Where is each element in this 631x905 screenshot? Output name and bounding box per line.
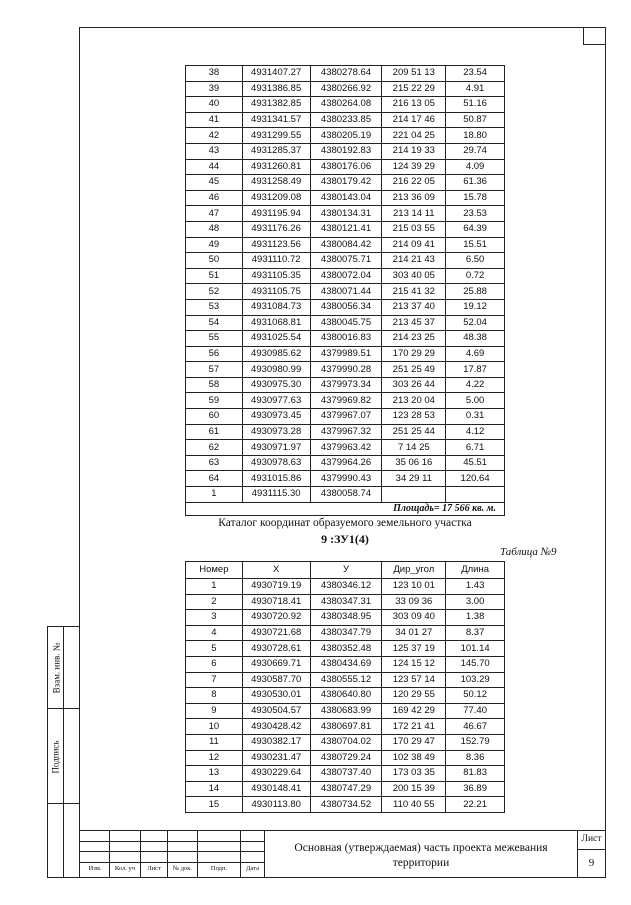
table-cell: 214 23 25 — [382, 331, 446, 347]
table-row — [186, 440, 505, 456]
table-cell: 4931110.72 — [242, 253, 310, 269]
table-row — [186, 237, 505, 253]
table-cell: 4380704.02 — [310, 734, 382, 750]
table-cell: 173 03 35 — [382, 766, 446, 782]
parcel-id: 9 :ЗУ1(4) — [321, 532, 369, 546]
table-cell: 4930978.63 — [242, 455, 310, 471]
table-cell: 123 10 01 — [382, 579, 446, 595]
table-cell: 4930975.30 — [242, 377, 310, 393]
table-cell: 213 45 37 — [382, 315, 446, 331]
table-cell: 123 28 53 — [382, 409, 446, 425]
column-header: У — [310, 562, 382, 579]
table-cell: 4931341.57 — [242, 112, 310, 128]
table-cell: 49 — [186, 237, 243, 253]
table-cell: 13 — [186, 766, 243, 782]
table-cell: 42 — [186, 128, 243, 144]
table-cell: 4379990.43 — [310, 471, 382, 487]
table-cell: 4379967.32 — [310, 424, 382, 440]
table-cell: 4380737.40 — [310, 766, 382, 782]
table-cell: 1 — [186, 487, 243, 503]
table-row — [186, 641, 505, 657]
table-cell: 4380072.04 — [310, 268, 382, 284]
table-cell: 4931068.81 — [242, 315, 310, 331]
table-cell: 17.87 — [446, 362, 505, 378]
table-cell: 41 — [186, 112, 243, 128]
table-cell: 51.16 — [446, 97, 505, 113]
table-cell: 200 15 39 — [382, 781, 446, 797]
table-cell: 251 25 44 — [382, 424, 446, 440]
table-row — [186, 362, 505, 378]
table-row — [186, 625, 505, 641]
table-cell: 4379990.28 — [310, 362, 382, 378]
table-cell: 4930382.17 — [242, 734, 310, 750]
table-cell — [446, 487, 505, 503]
table-cell: 57 — [186, 362, 243, 378]
table-cell: 251 25 49 — [382, 362, 446, 378]
table-cell: 6.50 — [446, 253, 505, 269]
table-cell: 52.04 — [446, 315, 505, 331]
table-cell: 4930113.80 — [242, 797, 310, 813]
table-row — [186, 206, 505, 222]
area-total: Площадь= 17 566 кв. м. — [185, 502, 505, 516]
table-cell: 145.70 — [446, 656, 505, 672]
table-row — [186, 471, 505, 487]
table-row — [186, 268, 505, 284]
table-cell: 5.00 — [446, 393, 505, 409]
table-cell: 19.12 — [446, 299, 505, 315]
table-row — [186, 315, 505, 331]
table-row — [186, 579, 505, 595]
table-cell: 22.21 — [446, 797, 505, 813]
table-cell: 15 — [186, 797, 243, 813]
table-cell: 4930231.47 — [242, 750, 310, 766]
table-number: Таблица №9 — [500, 546, 557, 558]
table-cell: 4930973.45 — [242, 409, 310, 425]
table-cell: 59 — [186, 393, 243, 409]
stamp-col-date: Дата — [246, 865, 259, 872]
table-cell: 4931260.81 — [242, 159, 310, 175]
table-row — [186, 159, 505, 175]
column-header: X — [242, 562, 310, 579]
table-cell: 60 — [186, 409, 243, 425]
table-cell: 77.40 — [446, 703, 505, 719]
table-row — [186, 81, 505, 97]
table-cell: 48.38 — [446, 331, 505, 347]
table-cell: 43 — [186, 143, 243, 159]
table-cell: 215 03 55 — [382, 221, 446, 237]
table-cell: 4380278.64 — [310, 66, 382, 82]
table-cell: 2 — [186, 594, 243, 610]
table-cell: 7 14 25 — [382, 440, 446, 456]
table-cell: 4931123.56 — [242, 237, 310, 253]
table-cell: 4380121.41 — [310, 221, 382, 237]
stamp-line — [79, 841, 264, 842]
table-cell: 55 — [186, 331, 243, 347]
table-cell: 23.54 — [446, 66, 505, 82]
table-cell: 120.64 — [446, 471, 505, 487]
table-cell: 51 — [186, 268, 243, 284]
table-cell: 8.37 — [446, 625, 505, 641]
column-header: Длина — [446, 562, 505, 579]
table-cell: 0.31 — [446, 409, 505, 425]
table-cell: 1 — [186, 579, 243, 595]
table-cell: 4931176.26 — [242, 221, 310, 237]
table-cell: 63 — [186, 455, 243, 471]
table-cell: 4380264.08 — [310, 97, 382, 113]
table-cell: 6 — [186, 656, 243, 672]
column-header: Дир_угол — [382, 562, 446, 579]
table-cell: 123 57 14 — [382, 672, 446, 688]
table-cell: 9 — [186, 703, 243, 719]
table-cell: 4380640.80 — [310, 688, 382, 704]
table-row — [186, 487, 505, 503]
side-strip — [47, 626, 79, 878]
table-row — [186, 703, 505, 719]
table-row — [186, 672, 505, 688]
table-cell: 4380352.48 — [310, 641, 382, 657]
table-cell: 4.12 — [446, 424, 505, 440]
side-label-replacement: Взам. инв. № — [51, 642, 61, 694]
table-cell: 216 22 05 — [382, 175, 446, 191]
stamp-col-sheet: Лист — [147, 865, 161, 872]
table-cell: 101.14 — [446, 641, 505, 657]
table-cell: 53 — [186, 299, 243, 315]
table-cell: 213 20 04 — [382, 393, 446, 409]
table-cell: 44 — [186, 159, 243, 175]
table-row — [186, 221, 505, 237]
table-cell: 4930504.57 — [242, 703, 310, 719]
table-cell: 4931015.86 — [242, 471, 310, 487]
table-cell: 4380056.34 — [310, 299, 382, 315]
table-cell: 23.53 — [446, 206, 505, 222]
table-cell: 14 — [186, 781, 243, 797]
table-cell: 38 — [186, 66, 243, 82]
table-cell: 169 42 29 — [382, 703, 446, 719]
table-cell: 4380747.29 — [310, 781, 382, 797]
table-cell: 4930977.63 — [242, 393, 310, 409]
table-cell: 214 17 46 — [382, 112, 446, 128]
table-cell: 170 29 47 — [382, 734, 446, 750]
coordinates-table-continued — [185, 65, 505, 503]
table-cell: 11 — [186, 734, 243, 750]
table-cell: 4931386.85 — [242, 81, 310, 97]
table-cell: 4380434.69 — [310, 656, 382, 672]
table-cell: 4930980.99 — [242, 362, 310, 378]
table-cell: 4930530.01 — [242, 688, 310, 704]
stamp-line — [79, 851, 264, 852]
table-cell: 4931105.35 — [242, 268, 310, 284]
table-cell: 4380266.92 — [310, 81, 382, 97]
table-cell: 56 — [186, 346, 243, 362]
table-cell: 0.72 — [446, 268, 505, 284]
table-cell: 4931105.75 — [242, 284, 310, 300]
table-cell: 61 — [186, 424, 243, 440]
table-cell: 4 — [186, 625, 243, 641]
table-cell: 25.88 — [446, 284, 505, 300]
table-cell: 64.39 — [446, 221, 505, 237]
table-cell: 4380683.99 — [310, 703, 382, 719]
table-cell: 4380134.31 — [310, 206, 382, 222]
table-cell: 3 — [186, 610, 243, 626]
table-cell: 4930728.61 — [242, 641, 310, 657]
table-cell: 36.89 — [446, 781, 505, 797]
table-cell: 125 37 19 — [382, 641, 446, 657]
table-cell: 4930229.64 — [242, 766, 310, 782]
table-cell: 18.80 — [446, 128, 505, 144]
table-cell: 172 21 41 — [382, 719, 446, 735]
table-row — [186, 688, 505, 704]
table-cell: 4380045.75 — [310, 315, 382, 331]
table-cell: 40 — [186, 97, 243, 113]
table-cell: 170 29 29 — [382, 346, 446, 362]
table-row — [186, 346, 505, 362]
table-row — [186, 253, 505, 269]
table-cell: 4930720.92 — [242, 610, 310, 626]
stamp-col-doc: № док. — [172, 865, 193, 872]
corner-box — [583, 27, 606, 45]
table-cell: 213 36 09 — [382, 190, 446, 206]
table-cell: 4931084.73 — [242, 299, 310, 315]
table-cell: 46.67 — [446, 719, 505, 735]
table-cell: 4.91 — [446, 81, 505, 97]
table-row — [186, 455, 505, 471]
table-cell: 45 — [186, 175, 243, 191]
table-cell: 15.51 — [446, 237, 505, 253]
table-cell: 214 09 41 — [382, 237, 446, 253]
table-cell: 152.79 — [446, 734, 505, 750]
table-cell: 4931382.85 — [242, 97, 310, 113]
table-cell: 4380347.31 — [310, 594, 382, 610]
title-block — [79, 830, 606, 878]
side-label-signature: Подпись — [51, 739, 61, 774]
table-cell: 45.51 — [446, 455, 505, 471]
table-cell: 4930971.97 — [242, 440, 310, 456]
table-row — [186, 594, 505, 610]
table-header-row — [186, 562, 505, 579]
table-cell: 103.29 — [446, 672, 505, 688]
table-cell: 1.38 — [446, 610, 505, 626]
table-cell: 33 09 36 — [382, 594, 446, 610]
table-cell: 4380734.52 — [310, 797, 382, 813]
table-cell: 4380179.42 — [310, 175, 382, 191]
table-cell: 8.36 — [446, 750, 505, 766]
table-cell: 62 — [186, 440, 243, 456]
table-cell: 4930587.70 — [242, 672, 310, 688]
table-cell: 214 19 33 — [382, 143, 446, 159]
table-cell: 221 04 25 — [382, 128, 446, 144]
table-cell: 4930669.71 — [242, 656, 310, 672]
table-cell: 7 — [186, 672, 243, 688]
table-cell: 4379973.34 — [310, 377, 382, 393]
table-cell: 46 — [186, 190, 243, 206]
table-cell: 4931195.94 — [242, 206, 310, 222]
table-row — [186, 97, 505, 113]
table-row — [186, 610, 505, 626]
table-cell: 50 — [186, 253, 243, 269]
table-cell: 4380233.85 — [310, 112, 382, 128]
table-cell: 4930428.42 — [242, 719, 310, 735]
table-row — [186, 66, 505, 82]
table-cell: 61.36 — [446, 175, 505, 191]
document-title: Основная (утверждаемая) часть проекта межевания территории — [294, 842, 548, 869]
table-cell: 4380729.24 — [310, 750, 382, 766]
table-cell: 4380347.79 — [310, 625, 382, 641]
table-cell: 34 01 27 — [382, 625, 446, 641]
table-cell: 120 29 55 — [382, 688, 446, 704]
table-cell: 4930148.41 — [242, 781, 310, 797]
sheet-label: Лист — [581, 834, 602, 844]
stamp-line — [577, 849, 606, 850]
table-cell: 4380348.95 — [310, 610, 382, 626]
table-cell: 4.69 — [446, 346, 505, 362]
table-row — [186, 424, 505, 440]
table-row — [186, 112, 505, 128]
table-cell: 4931285.37 — [242, 143, 310, 159]
table-cell: 4930985.62 — [242, 346, 310, 362]
table-row — [186, 284, 505, 300]
table-cell: 4380555.12 — [310, 672, 382, 688]
table-row — [186, 377, 505, 393]
stamp-col-signature: Подп. — [210, 865, 228, 872]
stamp-col-change: Изм. — [88, 865, 102, 872]
table-cell: 4379963.42 — [310, 440, 382, 456]
table-cell: 47 — [186, 206, 243, 222]
table-cell: 215 22 29 — [382, 81, 446, 97]
table-cell: 4931025.54 — [242, 331, 310, 347]
catalog-caption: Каталог координат образуемого земельного участка — [218, 517, 472, 529]
table-row — [186, 734, 505, 750]
table-row — [186, 750, 505, 766]
table-cell — [382, 487, 446, 503]
table-cell: 214 21 43 — [382, 253, 446, 269]
table-cell: 8 — [186, 688, 243, 704]
table-cell: 303 09 40 — [382, 610, 446, 626]
table-cell: 34 29 11 — [382, 471, 446, 487]
table-cell: 4379967.07 — [310, 409, 382, 425]
table-cell: 81.83 — [446, 766, 505, 782]
table-row — [186, 299, 505, 315]
table-cell: 52 — [186, 284, 243, 300]
table-cell: 4930719.19 — [242, 579, 310, 595]
table-cell: 4380205.19 — [310, 128, 382, 144]
stamp-col-count: Кол. уч — [114, 865, 136, 872]
table-cell: 58 — [186, 377, 243, 393]
table-cell: 4931407.27 — [242, 66, 310, 82]
table-row — [186, 128, 505, 144]
table-cell: 110 40 55 — [382, 797, 446, 813]
table-cell: 48 — [186, 221, 243, 237]
table-row — [186, 781, 505, 797]
sheet-number: 9 — [588, 857, 595, 869]
table-cell: 102 38 49 — [382, 750, 446, 766]
table-row — [186, 393, 505, 409]
table-cell: 1.43 — [446, 579, 505, 595]
stamp-line — [79, 862, 264, 863]
table-cell: 4930718.41 — [242, 594, 310, 610]
table-row — [186, 656, 505, 672]
table-cell: 15.78 — [446, 190, 505, 206]
table-cell: 4380697.81 — [310, 719, 382, 735]
table-cell: 124 39 29 — [382, 159, 446, 175]
table-cell: 4379964.26 — [310, 455, 382, 471]
table-cell: 4931258.49 — [242, 175, 310, 191]
table-cell: 4930973.28 — [242, 424, 310, 440]
table-row — [186, 409, 505, 425]
table-cell: 4380084.42 — [310, 237, 382, 253]
table-cell: 6.71 — [446, 440, 505, 456]
table-cell: 4.09 — [446, 159, 505, 175]
table-cell: 213 37 40 — [382, 299, 446, 315]
table-row — [186, 719, 505, 735]
table-cell: 4380071.44 — [310, 284, 382, 300]
table-cell: 124 15 12 — [382, 656, 446, 672]
table-row — [186, 766, 505, 782]
stamp-line — [79, 831, 80, 878]
table-cell: 4.22 — [446, 377, 505, 393]
table-cell: 54 — [186, 315, 243, 331]
table-cell: 4379989.51 — [310, 346, 382, 362]
table-cell: 216 13 05 — [382, 97, 446, 113]
table-cell: 4931115.30 — [242, 487, 310, 503]
table-cell: 4380192.83 — [310, 143, 382, 159]
table-cell: 4379969.82 — [310, 393, 382, 409]
table-row — [186, 190, 505, 206]
table-cell: 4380143.04 — [310, 190, 382, 206]
table-cell: 35 06 16 — [382, 455, 446, 471]
table-cell: 5 — [186, 641, 243, 657]
table-cell: 4380075.71 — [310, 253, 382, 269]
table-cell: 50.12 — [446, 688, 505, 704]
table-cell: 209 51 13 — [382, 66, 446, 82]
table-cell: 4931299.55 — [242, 128, 310, 144]
table-cell: 39 — [186, 81, 243, 97]
table-cell: 215 41 32 — [382, 284, 446, 300]
table-cell: 12 — [186, 750, 243, 766]
table-cell: 4931209.08 — [242, 190, 310, 206]
column-header: Номер — [186, 562, 243, 579]
table-cell: 4380058.74 — [310, 487, 382, 503]
table-cell: 3.00 — [446, 594, 505, 610]
table-cell: 303 26 44 — [382, 377, 446, 393]
coordinates-table — [185, 561, 505, 813]
table-cell: 213 14 11 — [382, 206, 446, 222]
table-row — [186, 175, 505, 191]
table-row — [186, 797, 505, 813]
table-row — [186, 143, 505, 159]
table-cell: 303 40 05 — [382, 268, 446, 284]
table-cell: 10 — [186, 719, 243, 735]
table-cell: 4380016.83 — [310, 331, 382, 347]
table-row — [186, 331, 505, 347]
table-cell: 50.87 — [446, 112, 505, 128]
table-cell: 64 — [186, 471, 243, 487]
table-cell: 4930721.68 — [242, 625, 310, 641]
table-cell: 4380346.12 — [310, 579, 382, 595]
table-cell: 29.74 — [446, 143, 505, 159]
table-cell: 4380176.06 — [310, 159, 382, 175]
